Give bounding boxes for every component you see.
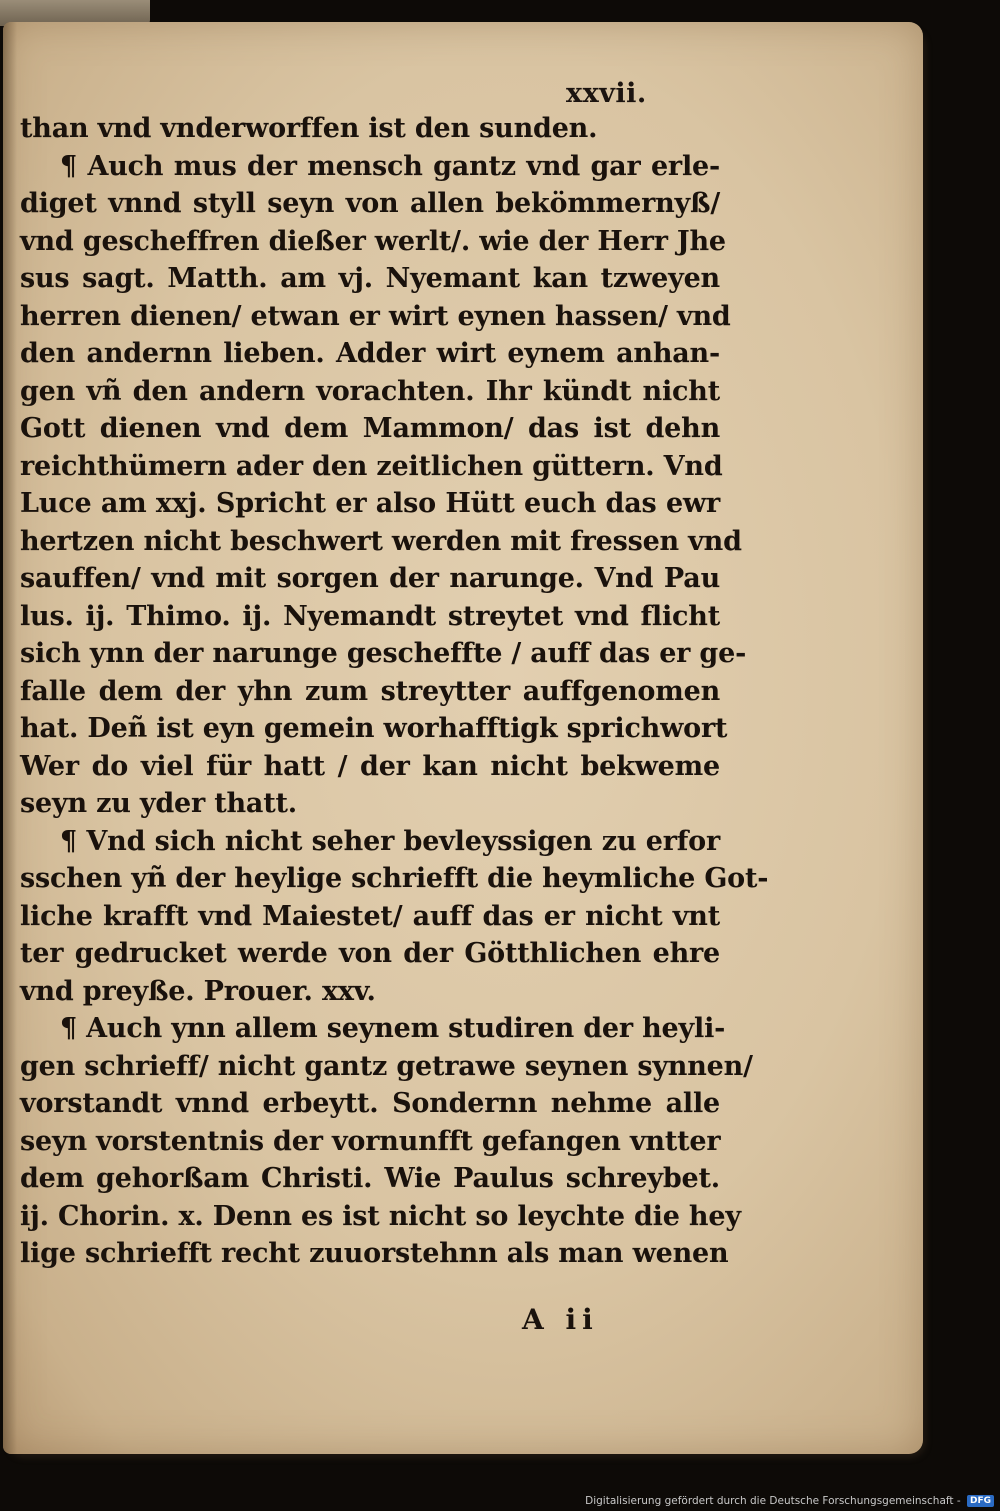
folio-number: xxvii.	[566, 78, 647, 109]
text-line: seyn vorstentnis der vornunfft gefangen vntter	[20, 1125, 721, 1157]
page-gutter	[3, 22, 17, 1454]
text-line: den andernn lieben. Adder wirt eynem anhan-	[20, 338, 720, 369]
text-line: lus. ij. Thimo. ij. Nyemandt streytet vnd flicht	[20, 600, 720, 632]
text-line: sus sagt. Matth. am vj. Nyemant kan tzweyen	[20, 263, 720, 294]
text-line: ij. Chorin. x. Denn es ist nicht so leychte die hey	[20, 1200, 741, 1232]
text-line: than vnd vnderworffen ist den sunden.	[20, 113, 598, 144]
text-line: reichthümern ader den zeitlichen güttern. Vnd	[20, 450, 723, 482]
text-line: ¶ Auch mus der mensch gantz vnd gar erle-	[60, 150, 720, 182]
text-line: Gott dienen vnd dem Mammon/ das ist dehn	[20, 413, 720, 444]
dfg-logo-icon: DFG	[967, 1495, 994, 1507]
text-line: gen schrieff/ nicht gantz getrawe seynen synnen/	[20, 1050, 753, 1082]
text-line: sauffen/ vnd mit sorgen der narunge. Vnd Pau	[20, 563, 720, 594]
text-line: falle dem der yhn zum streytter auffgenomen	[20, 675, 720, 707]
text-line: vorstandt vnnd erbeytt. Sondernn nehme alle	[20, 1088, 720, 1119]
text-line: Luce am xxj. Spricht er also Hütt euch das ewr	[20, 488, 720, 519]
credit-text: Digitalisierung gefördert durch die Deutsche Forschungsgemeinschaft -	[585, 1495, 961, 1507]
text-line: Wer do viel für hatt / der kan nicht bekweme	[20, 750, 720, 782]
text-line: vnd preyße. Prouer. xxv.	[20, 975, 376, 1007]
text-block	[20, 110, 769, 1273]
text-line: ¶ Auch ynn allem seynem studiren der heyli-	[60, 1013, 726, 1044]
text-line: ¶ Vnd sich nicht seher bevleyssigen zu erfor	[60, 825, 720, 857]
text-line: sich ynn der narunge gescheffte / auff das er ge-	[20, 638, 747, 669]
text-line: hertzen nicht beschwert werden mit fressen vnd	[20, 525, 742, 557]
text-line: vnd gescheffren dießer werlt/. wie der Herr Jhe	[20, 225, 726, 257]
text-line: ter gedrucket werde von der Götthlichen ehre	[20, 938, 720, 969]
text-line: lige schriefft recht zuuorstehnn als man wenen	[20, 1238, 729, 1269]
text-line: dem gehorßam Christi. Wie Paulus schreybet.	[20, 1163, 720, 1194]
signature-mark: A ii	[522, 1303, 599, 1336]
text-line: gen vñ den andern vorachten. Ihr kündt nicht	[20, 375, 720, 407]
digitization-credit	[585, 1495, 994, 1507]
text-line: herren dienen/ etwan er wirt eynen hassen/ vnd	[20, 300, 731, 332]
text-line: hat. Deñ ist eyn gemein worhafftigk sprichwort	[20, 713, 728, 744]
text-line: liche krafft vnd Maiestet/ auff das er nicht vnt	[20, 900, 720, 932]
text-line: diget vnnd styll seyn von allen bekömmernyß/	[20, 188, 720, 219]
text-line: sschen yñ der heylige schriefft die heymliche Got-	[20, 863, 769, 894]
text-line: seyn zu yder thatt.	[20, 788, 297, 819]
